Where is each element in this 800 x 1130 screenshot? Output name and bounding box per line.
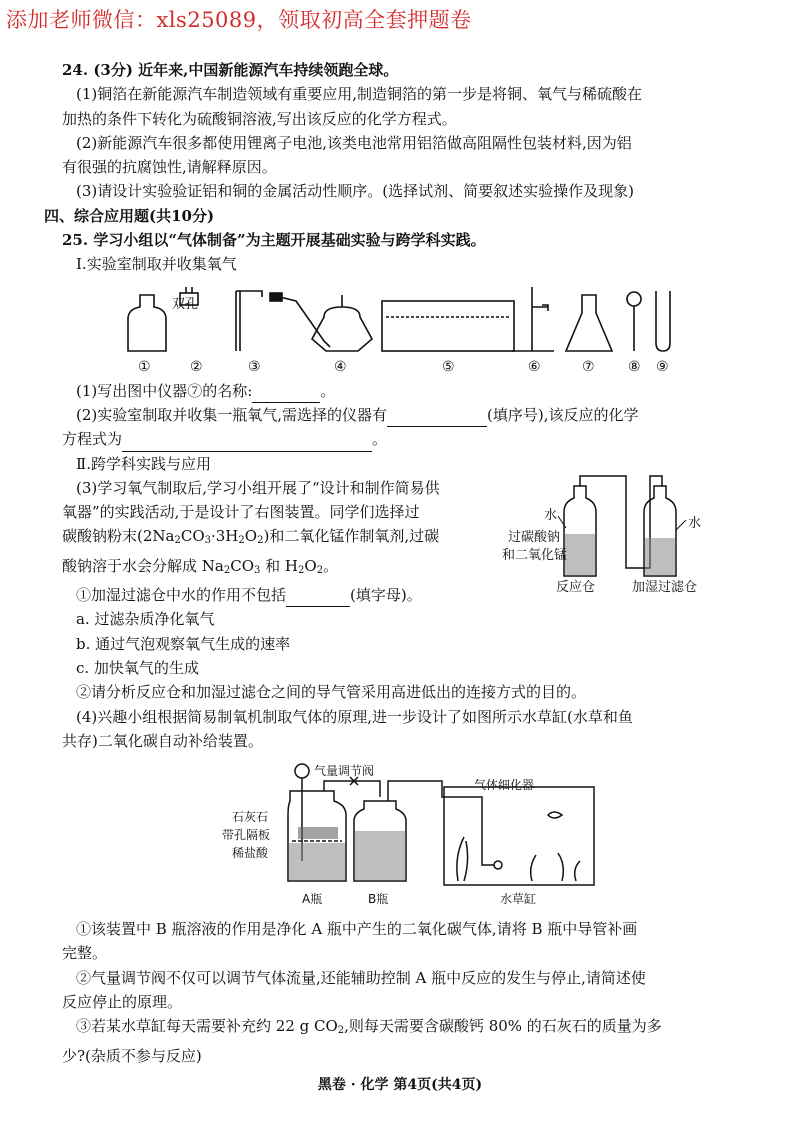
q25-sub2b-end: 。: [372, 430, 388, 449]
tube-b-to-tank: [388, 781, 442, 801]
q4-line-b: 共存)二氧化碳自动补给装置。: [62, 731, 263, 750]
q25-sub1-end: 。: [320, 381, 336, 400]
num-4: ④: [334, 358, 347, 375]
q4-d3b: 少?(杂质不参与反应): [62, 1046, 202, 1065]
water-label-left: 水: [544, 507, 558, 523]
rubber-tube: [270, 293, 282, 301]
apparatus-svg: [62, 287, 752, 355]
reaction-liquid: [565, 534, 595, 575]
bottle-a-label: A瓶: [302, 892, 323, 907]
q4-d2a: ②气量调节阀不仅可以调节气体流量,还能辅助控制 A 瓶中反应的发生与停止,请简述使: [76, 968, 646, 987]
oxygen-generator-figure: [500, 472, 730, 599]
funnel-8-bulb: [627, 292, 641, 306]
label-pointers: [558, 516, 686, 530]
num-7: ⑦: [582, 358, 595, 375]
q3c-mid2: ·3H: [211, 527, 239, 546]
q24-p3: (3)请设计实验验证铝和铜的金属活动性顺序。(选择试剂、简要叙述实验操作及现象): [76, 182, 634, 201]
powder-label-2: 和二氧化锰: [502, 547, 568, 563]
q3d-o: O: [304, 556, 317, 575]
double-hole-label: 双孔: [172, 296, 199, 312]
q3c-mid3: O: [244, 527, 258, 546]
page-footer: 黑卷 · 化学 第4页(共4页): [317, 1077, 483, 1093]
num-8: ⑧: [628, 358, 641, 375]
num-9: ⑨: [656, 358, 669, 375]
option-c: c. 加快氧气的生成: [76, 658, 199, 677]
q3c-post: )和二氧化锰作制氧剂,过碳: [263, 527, 440, 546]
acid-label: 稀盐酸: [232, 846, 269, 861]
funnel-bulb: [295, 764, 309, 778]
num-5: ⑤: [442, 358, 455, 375]
limestone-label: 石灰石: [232, 810, 269, 825]
water-trough-5: [382, 301, 514, 351]
gas-refiner-icon: [494, 861, 502, 869]
q3-line-b: 氧器”的实践活动,于是设计了右图装置。同学们选择过: [62, 503, 420, 522]
q3d-mid: CO: [230, 556, 254, 575]
bent-tube: [280, 297, 330, 347]
q4-d1a: ①该装置中 B 瓶溶液的作用是净化 A 瓶中产生的二氧化碳气体,请将 B 瓶中导管补画: [76, 920, 638, 939]
tank-label: 水草缸: [500, 892, 537, 907]
answer-blank-3[interactable]: [122, 435, 372, 452]
part1-heading: Ⅰ.实验室制取并收集氧气: [76, 255, 237, 274]
filter-chamber-label: 加湿过滤仓: [632, 579, 698, 595]
gas-bottle-1: [128, 295, 166, 351]
c1-end: (填字母)。: [350, 586, 422, 605]
q3-line-d: 酸钠溶于水会分解成 $Na_2CO_3$ 和 $H_2O_2$。: [62, 556, 339, 576]
q3d-pre: 酸钠溶于水会分解成 Na: [62, 556, 224, 575]
q3-c2: ②请分析反应仓和加湿过滤仓之间的导气管采用高进低出的连接方式的目的。: [76, 683, 587, 702]
co2-supply-svg: [62, 757, 752, 907]
num-2: ②: [190, 358, 203, 375]
iron-stand-6: [512, 287, 554, 351]
limestone-pieces: [298, 827, 338, 839]
reaction-chamber-label: 反应仓: [556, 579, 596, 595]
q25-sub2a: [62, 403, 752, 427]
q25-sub2a-end: (填序号),该反应的化学: [487, 405, 639, 424]
c1-text: ①加湿过滤仓中水的作用不包括: [76, 586, 287, 605]
q24-p1b: 加热的条件下转化为硫酸铜溶液,写出该反应的化学方程式。: [62, 109, 457, 128]
content: [44, 58, 752, 1068]
q25-sub2a-text: (2)实验室制取并收集一瓶氧气,需选择的仪器有: [76, 405, 388, 424]
co2-supply-figure: [62, 757, 752, 907]
q24-title: 24. (3分) 近年来,中国新能源汽车持续领跑全球。: [62, 61, 399, 79]
option-a: a. 过滤杂质净化氧气: [76, 610, 215, 629]
powder-label-1: 过碳酸钠: [508, 529, 561, 545]
q3-line-c: 碳酸钠粉末$(2Na_2CO_3\cdot 3H_2O_2)$和二氧化锰作制氧剂,过碳: [62, 527, 440, 547]
filter-liquid: [645, 538, 675, 575]
q3d-end: 。: [323, 556, 339, 575]
section-heading: 四、综合应用题(共10分): [44, 206, 215, 225]
answer-blank-2[interactable]: [387, 410, 487, 427]
q3d-and: 和 H: [260, 556, 298, 575]
q25-sub1-text: (1)写出图中仪器⑦的名称:: [76, 381, 253, 400]
bottle-b-label: B瓶: [368, 892, 389, 907]
test-tube-9: [656, 291, 670, 351]
q24-p2b: 有很强的抗腐蚀性,请解释原因。: [62, 158, 277, 177]
q24-p1a: (1)铜箔在新能源汽车制造领域有重要应用,制造铜箔的第一步是将铜、氧气与稀硫酸在: [76, 85, 643, 104]
q4-d1b: 完整。: [62, 944, 108, 963]
q3-line-a: (3)学习氧气制取后,学习小组开展了“设计和制作简易供: [76, 478, 440, 497]
num-6: ⑥: [528, 358, 541, 375]
q25-sub2b-text: 方程式为: [62, 430, 123, 449]
plate-label: 带孔隔板: [222, 828, 271, 843]
water-plants: [457, 837, 580, 881]
watermark-text: 添加老师微信：xls25089，领取初高全套押题卷: [6, 8, 472, 32]
option-b: b. 通过气泡观察氧气生成的速率: [76, 634, 291, 653]
q3c-pre: 碳酸钠粉末(2Na: [62, 527, 175, 546]
apparatus-figure: [62, 287, 752, 355]
q25-sub1: [62, 379, 752, 403]
d3a-pre: ③若某水草缸每天需要补充约 22 g CO: [76, 1017, 338, 1036]
num-1: ①: [138, 358, 151, 375]
q25-sub2b: [62, 427, 752, 451]
water-label-right: 水: [688, 515, 702, 531]
delivery-tube-3: [236, 291, 262, 351]
q4-d2b: 反应停止的原理。: [62, 993, 183, 1012]
q4-d3a: ③若某水草缸每天需要补充约 22 g $CO_2$,则每天需要含碳酸钙 80% 的石灰石的质量为多: [76, 1017, 662, 1037]
q25-title: 25. 学习小组以“气体制备”为主题开展基础实验与跨学科实践。: [62, 231, 486, 250]
valve-label: 气量调节阀: [314, 764, 375, 779]
q24-p2a: (2)新能源汽车很多都使用锂离子电池,该类电池常用铝箔做高阻隔性包装材料,因为铝: [76, 133, 632, 152]
alcohol-lamp-4: [312, 307, 372, 351]
gas-refiner-label: 气体细化器: [474, 778, 535, 793]
q3c-mid: CO: [180, 527, 205, 546]
conical-flask-7: [566, 295, 612, 351]
answer-blank-1[interactable]: [252, 386, 320, 403]
acid-liquid: [289, 843, 345, 880]
num-3: ③: [248, 358, 261, 375]
d3a-post: ,则每天需要含碳酸钙 80% 的石灰石的质量为多: [344, 1017, 662, 1036]
b-liquid: [355, 831, 405, 880]
q4-line-a: (4)兴趣小组根据简易制氧机制取气体的原理,进一步设计了如图所示水草缸(水草和鱼: [76, 707, 633, 726]
q3-block: [62, 476, 752, 595]
part2-heading: Ⅱ.跨学科实践与应用: [76, 454, 211, 473]
apparatus-numbers: [62, 355, 752, 379]
fish-icon: [548, 812, 562, 818]
answer-blank-4[interactable]: [286, 590, 350, 607]
